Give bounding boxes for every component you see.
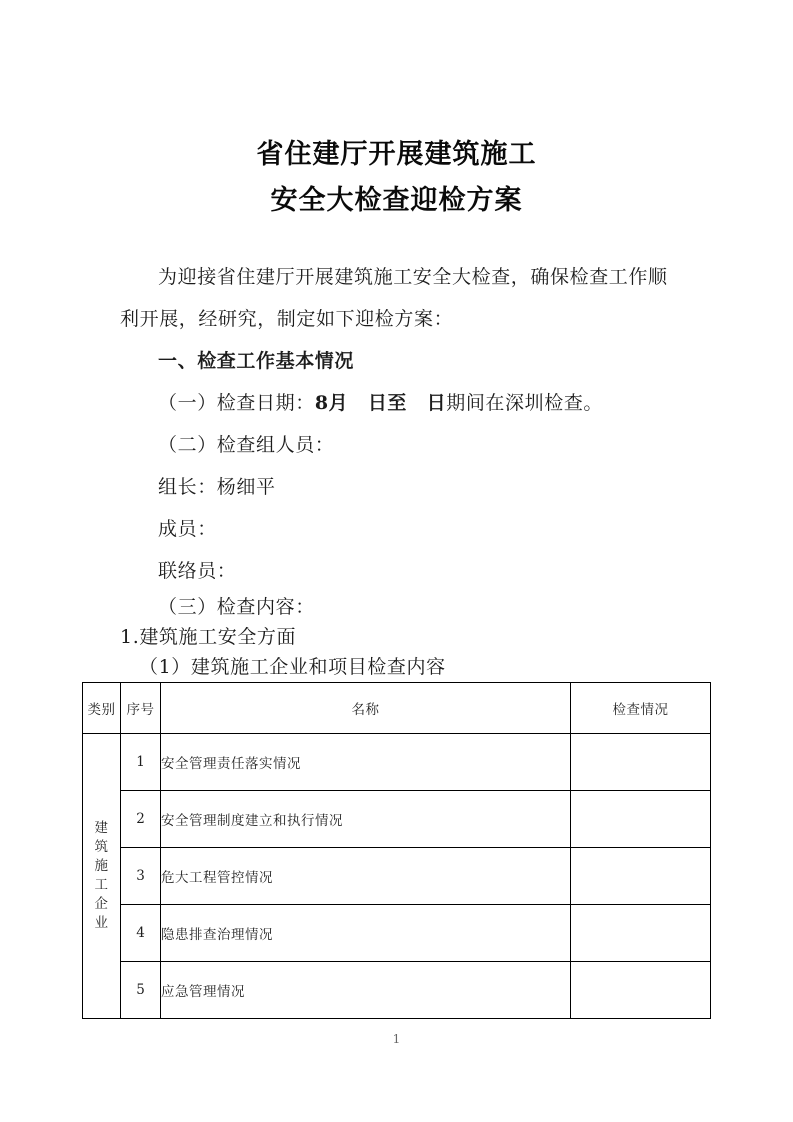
inspection-date-prefix: （一）检查日期： [158, 392, 315, 414]
table-category-label: 建筑施工企业 [94, 820, 109, 931]
inspection-date-suffix: 期间在深圳检查。 [446, 392, 604, 414]
table-row [83, 848, 711, 905]
table-header-row [83, 683, 711, 734]
table-body [83, 734, 711, 1019]
table-header-result: 检查情况 [571, 683, 711, 734]
inspection-team-line: （二）检查组人员： [158, 434, 335, 456]
table-cell-name: 应急管理情况 [161, 962, 571, 1019]
table-header-category: 类别 [83, 683, 121, 734]
team-liaison-line: 联络员： [158, 560, 237, 582]
table-row [83, 791, 711, 848]
inspection-content-table [82, 682, 711, 1019]
subsection-1-line: 1.建筑施工安全方面 [120, 626, 297, 648]
table-header-number: 序号 [121, 683, 161, 734]
table-cell-name: 隐患排查治理情况 [161, 905, 571, 962]
table-cell-number: 3 [121, 848, 161, 905]
table-cell-number: 5 [121, 962, 161, 1019]
section-heading-1: 一、检查工作基本情况 [158, 350, 355, 372]
table-header [83, 683, 711, 734]
inspection-date-line [120, 382, 680, 424]
table-header-name: 名称 [161, 683, 571, 734]
table-cell-name: 安全管理制度建立和执行情况 [161, 791, 571, 848]
table-cell-name: 安全管理责任落实情况 [161, 734, 571, 791]
table-cell-result[interactable] [571, 791, 711, 848]
inspection-content-line: （三）检查内容： [158, 596, 315, 618]
table-cell-category [83, 734, 121, 1019]
page-footer [0, 1028, 793, 1047]
table-row [83, 962, 711, 1019]
table-cell-number: 1 [121, 734, 161, 791]
table-row [83, 905, 711, 962]
table-cell-number: 4 [121, 905, 161, 962]
table-cell-result[interactable] [571, 734, 711, 791]
table-row [83, 734, 711, 791]
page-number: 1 [392, 1032, 401, 1046]
inspection-content-table-wrapper [82, 682, 710, 1019]
table-cell-number: 2 [121, 791, 161, 848]
title-line-2: 安全大检查迎检方案 [270, 185, 523, 216]
table-cell-result[interactable] [571, 848, 711, 905]
document-title [0, 132, 793, 224]
title-line-1: 省住建厅开展建筑施工 [256, 139, 537, 170]
inspection-date-value: 8月 日至 日 [314, 392, 447, 414]
subsection-1-1-line: （1）建筑施工企业和项目检查内容 [139, 656, 446, 678]
team-leader-line: 组长：杨细平 [158, 476, 276, 498]
document-body [120, 256, 680, 682]
intro-paragraph: 为迎接省住建厅开展建筑施工安全大检查，确保检查工作顺利开展，经研究，制定如下迎检方案： [120, 266, 668, 330]
table-cell-result[interactable] [571, 905, 711, 962]
table-cell-name: 危大工程管控情况 [161, 848, 571, 905]
table-cell-result[interactable] [571, 962, 711, 1019]
team-members-line: 成员： [158, 518, 217, 540]
